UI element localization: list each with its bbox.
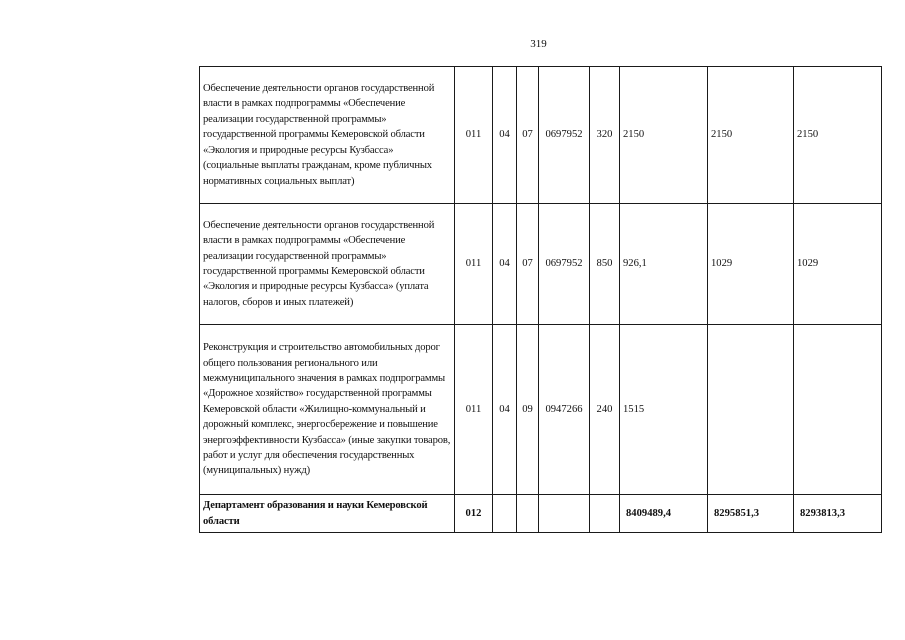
amount-year-2: 2150 (708, 67, 794, 204)
row-description: Реконструкция и строительство автомобильных дорог общего пользования регионального или межмуниципального значения в рамках подпрограммы «Дорожное хозяйство» государственной программы Кемеровской области «Жилищно-коммунальный и дорожный комплекс, энергосбережение и повышение энергоэффективности Кузбасса» (иные закупки товаров, работ и услуг для обеспечения государственных (муниципальных) нужд) (200, 325, 455, 495)
department-name: Департамент образования и науки Кемеровской области (200, 495, 455, 533)
total-amount-year-2: 8295851,3 (708, 495, 794, 533)
page-number: 319 (530, 38, 547, 50)
amount-year-2: 1029 (708, 204, 794, 325)
row-description: Обеспечение деятельности органов государственной власти в рамках подпрограммы «Обеспечение реализации государственной программы» государственной программы Кемеровской области «Экология и природные ресурсы Кузбасса» (уплата налогов, сборов и иных платежей) (200, 204, 455, 325)
budget-table (199, 66, 882, 533)
total-row (200, 495, 882, 533)
expense-type-code: 320 (590, 67, 620, 204)
expense-type-code (590, 495, 620, 533)
expense-type-code: 240 (590, 325, 620, 495)
amount-year-2 (708, 325, 794, 495)
table-row (200, 204, 882, 325)
amount-year-3: 1029 (794, 204, 882, 325)
section-code: 04 (493, 325, 517, 495)
total-amount-year-1: 8409489,4 (620, 495, 708, 533)
section-code (493, 495, 517, 533)
ministry-code: 011 (455, 325, 493, 495)
subsection-code: 07 (517, 204, 539, 325)
subsection-code: 09 (517, 325, 539, 495)
target-article-code (539, 495, 590, 533)
subsection-code (517, 495, 539, 533)
ministry-code: 011 (455, 204, 493, 325)
target-article-code: 0697952 (539, 204, 590, 325)
section-code: 04 (493, 67, 517, 204)
total-amount-year-3: 8293813,3 (794, 495, 882, 533)
subsection-code: 07 (517, 67, 539, 204)
amount-year-3: 2150 (794, 67, 882, 204)
target-article-code: 0697952 (539, 67, 590, 204)
table-row (200, 67, 882, 204)
amount-year-3 (794, 325, 882, 495)
target-article-code: 0947266 (539, 325, 590, 495)
section-code: 04 (493, 204, 517, 325)
amount-year-1: 1515 (620, 325, 708, 495)
amount-year-1: 2150 (620, 67, 708, 204)
table-row (200, 325, 882, 495)
amount-year-1: 926,1 (620, 204, 708, 325)
row-description: Обеспечение деятельности органов государственной власти в рамках подпрограммы «Обеспечение реализации государственной программы» государственной программы Кемеровской области «Экология и природные ресурсы Кузбасса» (социальные выплаты гражданам, кроме публичных нормативных социальных выплат) (200, 67, 455, 204)
expense-type-code: 850 (590, 204, 620, 325)
ministry-code: 012 (455, 495, 493, 533)
ministry-code: 011 (455, 67, 493, 204)
